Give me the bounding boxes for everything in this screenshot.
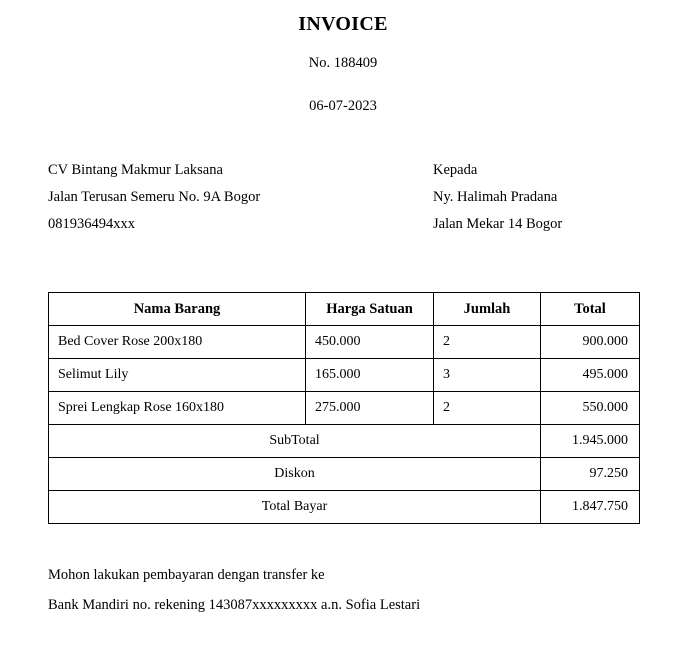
- summary-row-diskon: [49, 458, 640, 491]
- item-total: 495.000: [541, 359, 640, 392]
- sender-block: [48, 157, 433, 238]
- item-qty: 2: [434, 326, 541, 359]
- recipient-label: Kepada: [433, 162, 478, 178]
- sender-phone: 081936494xxx: [48, 216, 135, 232]
- payment-instructions: [0, 524, 686, 620]
- item-price: 450.000: [306, 326, 434, 359]
- items-table: [48, 292, 640, 524]
- table-header-row: [49, 293, 640, 326]
- column-header-nama-barang: Nama Barang: [49, 293, 306, 326]
- summary-row-total-bayar: [49, 491, 640, 524]
- column-header-harga-satuan: Harga Satuan: [306, 293, 434, 326]
- summary-value: 97.250: [541, 458, 640, 491]
- invoice-number: No. 188409: [308, 55, 378, 71]
- recipient-name: Ny. Halimah Pradana: [433, 189, 558, 205]
- table-row: [49, 359, 640, 392]
- item-total: 550.000: [541, 392, 640, 425]
- table-row: [49, 392, 640, 425]
- payment-instruction-text: Mohon lakukan pembayaran dengan transfer ke: [48, 567, 325, 583]
- bank-account-details: Bank Mandiri no. rekening 143087xxxxxxxxx a.n. Sofia Lestari: [48, 597, 421, 613]
- item-price: 165.000: [306, 359, 434, 392]
- item-name: Selimut Lily: [49, 359, 306, 392]
- summary-value: 1.945.000: [541, 425, 640, 458]
- item-total: 900.000: [541, 326, 640, 359]
- items-table-container: [0, 238, 686, 524]
- table-body: [49, 326, 640, 524]
- summary-label: SubTotal: [49, 425, 541, 458]
- summary-value: 1.847.750: [541, 491, 640, 524]
- item-price: 275.000: [306, 392, 434, 425]
- recipient-block: [433, 157, 638, 238]
- item-name: Bed Cover Rose 200x180: [49, 326, 306, 359]
- recipient-address: Jalan Mekar 14 Bogor: [433, 216, 563, 232]
- item-qty: 2: [434, 392, 541, 425]
- sender-address: Jalan Terusan Semeru No. 9A Bogor: [48, 189, 261, 205]
- item-name: Sprei Lengkap Rose 160x180: [49, 392, 306, 425]
- sender-name: CV Bintang Makmur Laksana: [48, 162, 223, 178]
- summary-label: Total Bayar: [49, 491, 541, 524]
- table-header: [49, 293, 640, 326]
- invoice-date: 06-07-2023: [309, 98, 377, 114]
- page-title: INVOICE: [298, 13, 388, 35]
- column-header-total: Total: [541, 293, 640, 326]
- item-qty: 3: [434, 359, 541, 392]
- column-header-jumlah: Jumlah: [434, 293, 541, 326]
- table-row: [49, 326, 640, 359]
- summary-row-subtotal: [49, 425, 640, 458]
- parties-section: [0, 115, 686, 238]
- summary-label: Diskon: [49, 458, 541, 491]
